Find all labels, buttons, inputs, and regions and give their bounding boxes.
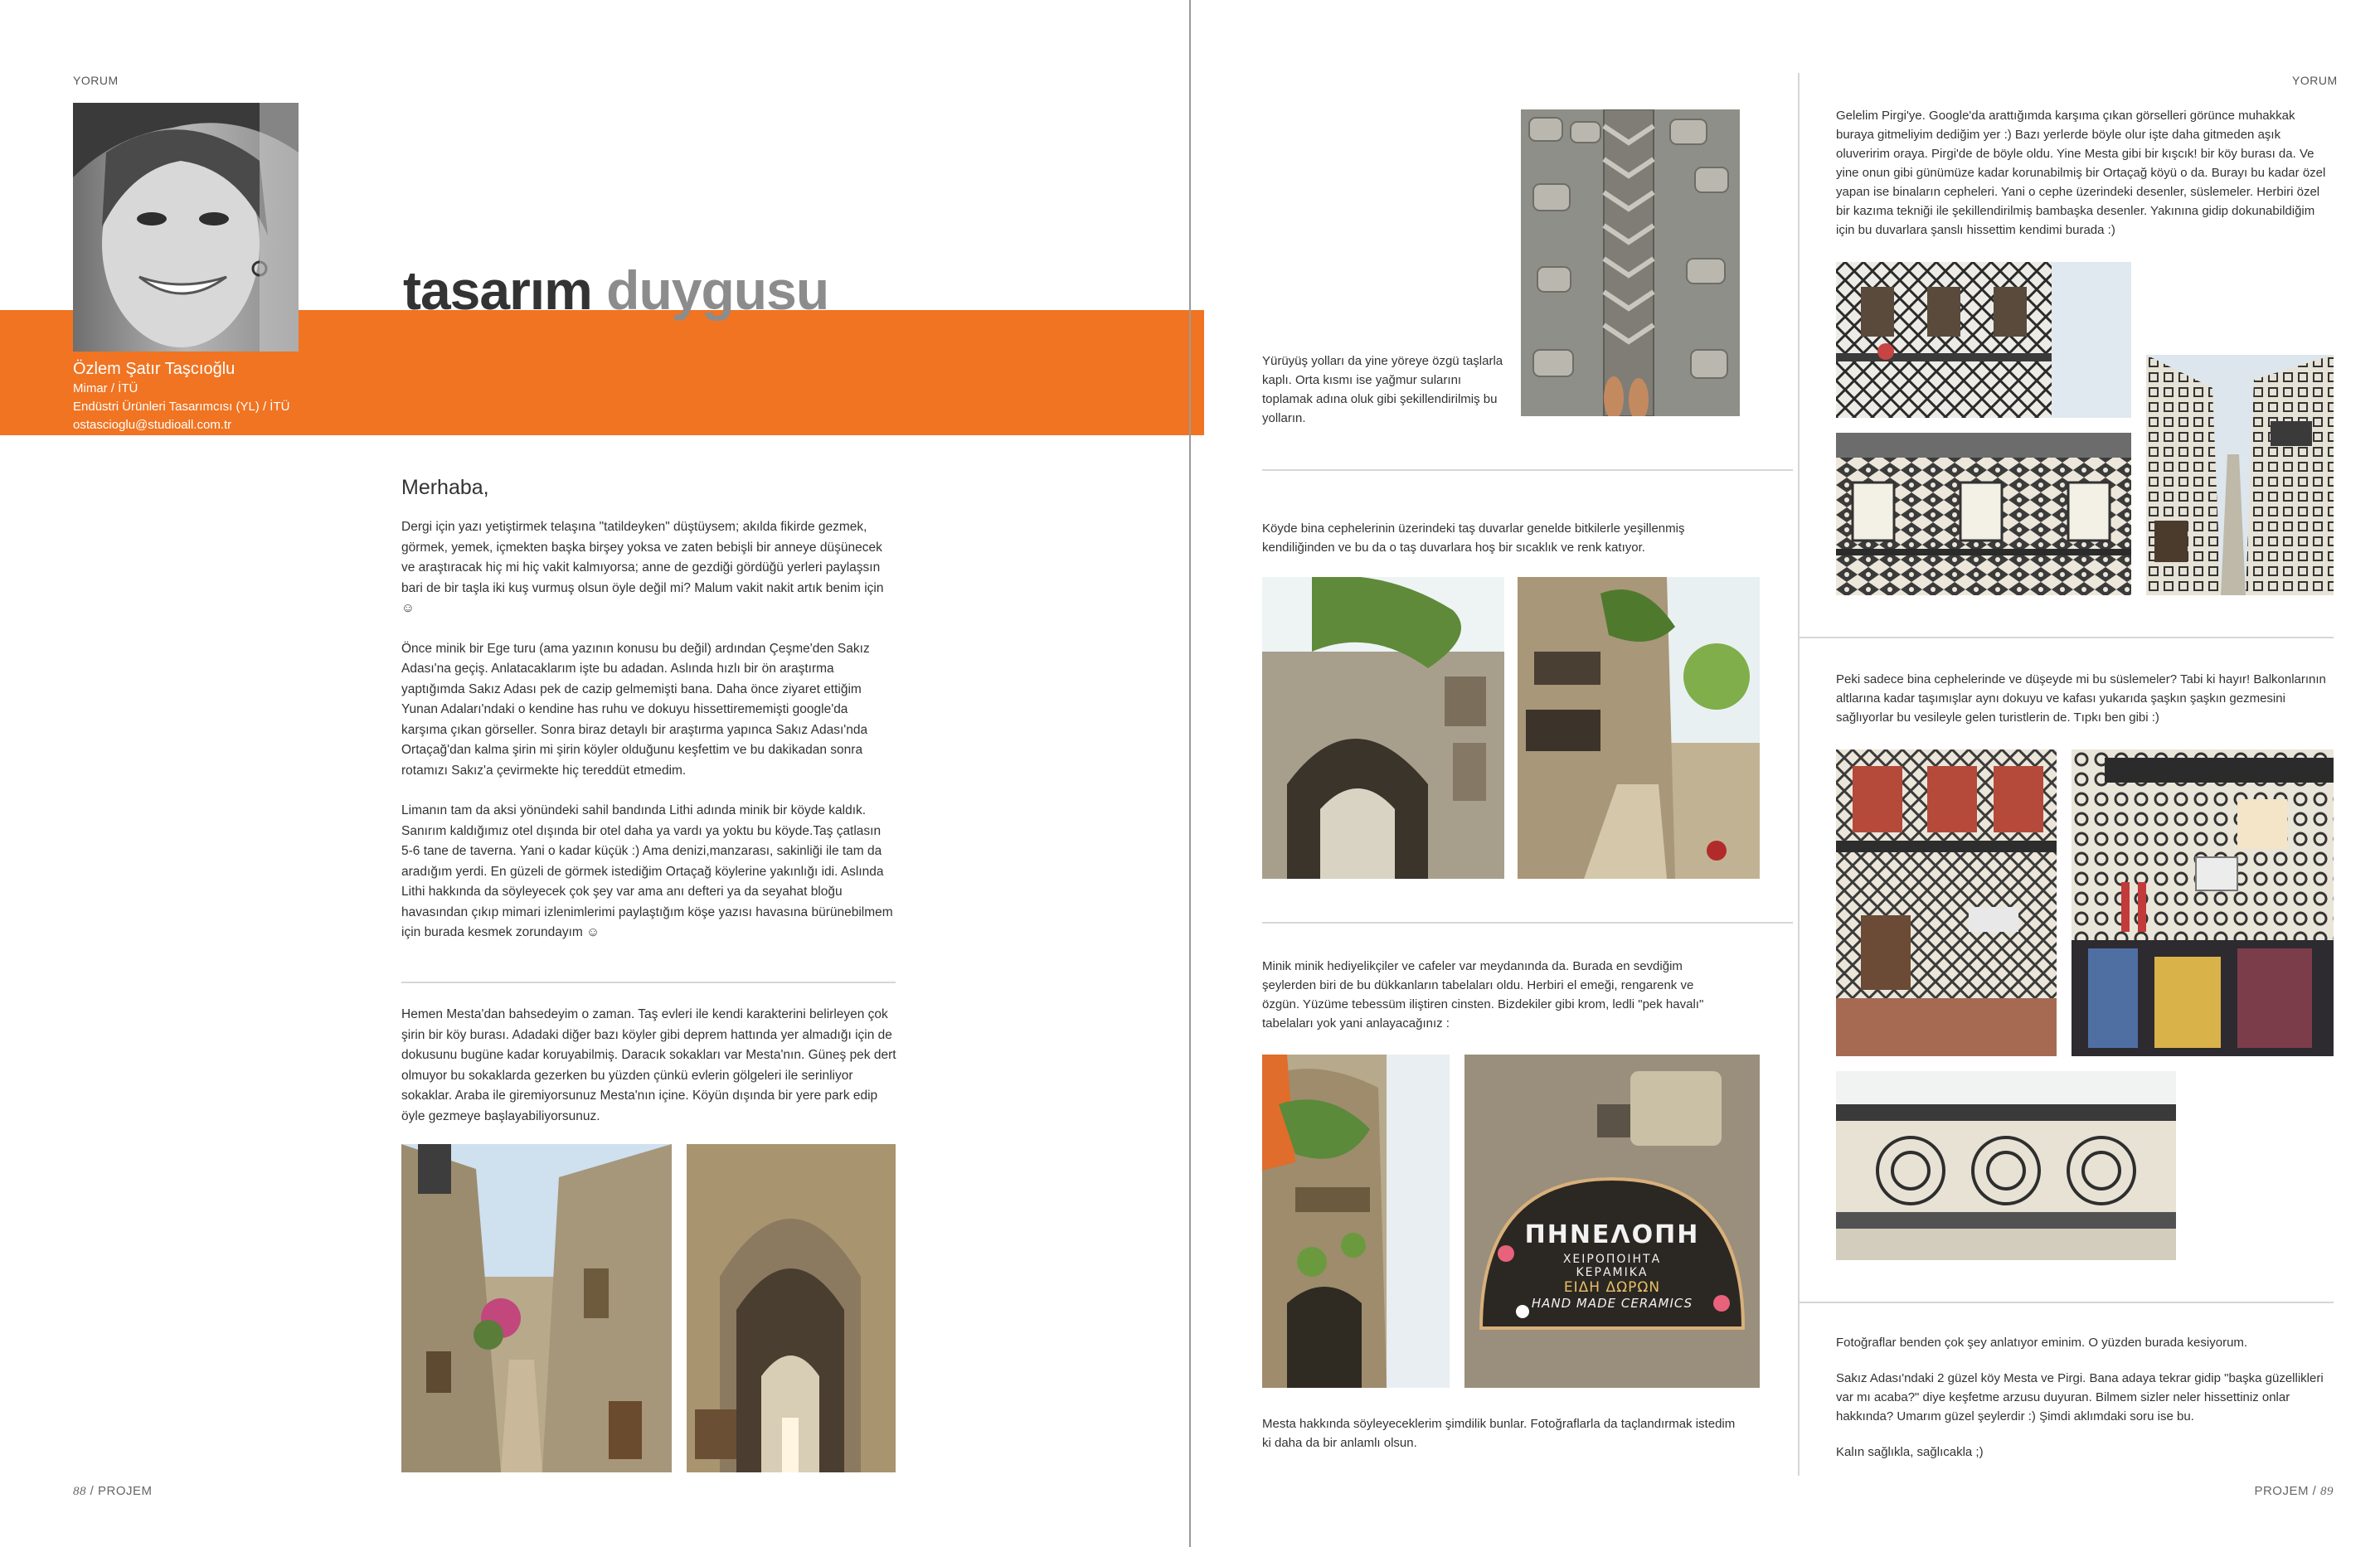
photo-pirgi-facade-1 xyxy=(1836,262,2131,418)
divider xyxy=(1800,637,2334,638)
intro-text xyxy=(401,517,894,963)
spine-line xyxy=(1189,0,1191,1547)
paragraph: Dergi için yazı yetiştirmek telaşına "tatildeyken" düştüysem; akılda fikirde gezmek, görmek, yemek, içmekten başka birşey yoksa ve zaten bebişli bir anneye düşünecek ve araştıracak hiç mi hiç vakit kalmıyorsa; anne de gezdiği gördüğü yerleri paylaşsın bari de bir taşla iki kuş vurmuş olsun öyle değil mi? Malum vakit nakit artık benim için ☺ xyxy=(401,520,884,615)
author-info xyxy=(73,358,289,434)
paragraph: Kalın sağlıkla, sağlıcakla ;) xyxy=(1836,1445,1984,1459)
title-part-dark: tasarım xyxy=(403,259,592,321)
caption-shops: Minik minik hediyelikçiler ve cafeler var meydanında da. Burada en sevdiğim şeylerden biri de bu dükkanların tabelaları oldu. Herbiri el emeği, rengarenk ve özgün. Yüzüme tebessüm iliştiren cinsten. Bizdekiler gibi krom, ledli "pek havalı" tabelaları yok yani anlayacağınız : xyxy=(1262,959,1704,1031)
magazine-name-right: PROJEM xyxy=(2254,1484,2309,1498)
sign-text xyxy=(1464,1220,1760,1311)
divider xyxy=(401,982,896,983)
photo-mesta-alley xyxy=(401,1144,672,1472)
mesta-paragraph: Hemen Mesta'dan bahsedeyim o zaman. Taş evleri ile kendi karakterini belirleyen çok şirin bir köy burası. Adadaki diğer bazı köyler gibi deprem hattında yer almadığı için de dokusunu bugüne kadar koruyabilmiş. Daracık sokakları var Mesta'nın. Güneş pek dert olmuyor bu sokaklarda gezerken bu yüzden çünkü evlerin gölgeleri ile serinliyor sokaklar. Araba ile giremiyorsunuz Mesta'nın içine. Köyün dışında bir yere park edip öyle gezmeye başlayabiliyorsunuz. xyxy=(401,1007,896,1123)
photo-pirgi-souvenir-shop xyxy=(2072,749,2334,1056)
photo-mesta-arch xyxy=(687,1144,896,1472)
divider xyxy=(1800,1302,2334,1303)
section-label-right: YORUM xyxy=(2292,74,2338,87)
page-number-left: 88 xyxy=(73,1485,86,1498)
balcony-paragraph: Peki sadece bina cephelerinde ve düşeyde mi bu süslemeler? Tabi ki hayır! Balkonlarının altlarına kadar taşımışlar aynı dokuyu ve kafası yukarıda şaşkın şaşkın gezmesini sağlıyorlar bu vesileyle gelen turistlerin de. Tıpkı ben gibi :) xyxy=(1836,672,2326,725)
photo-street-balconies xyxy=(1518,577,1760,879)
photo-pirgi-facade-2 xyxy=(1836,433,2131,595)
photo-pirgi-balcony-underside xyxy=(1836,1071,2176,1260)
column-separator xyxy=(1798,73,1800,1476)
author-email[interactable]: ostascioglu@studioall.com.tr xyxy=(73,418,232,432)
sign-line: ΕΙΔΗ ΔΩΡΩΝ xyxy=(1563,1279,1661,1296)
caption-pavement: Yürüyüş yolları da yine yöreye özgü taşlarla kaplı. Orta kısmı ise yağmur sularını toplamak adına oluk gibi şekillendirilmiş bu yolların. xyxy=(1262,354,1503,425)
caption-end: Mesta hakkında söyleyeceklerim şimdilik bunlar. Fotoğraflarla da taçlandırmak istedim ki daha da bir anlamlı olsun. xyxy=(1262,1417,1736,1450)
photo-pirgi-balconies xyxy=(1836,749,2057,1056)
folio-left: 88 / PROJEM xyxy=(73,1484,153,1498)
pirgi-paragraph: Gelelim Pirgi'ye. Google'da arattığımda karşıma çıkan görselleri görünce muhakkak buraya gitmeliyim dediğim yer :) Bazı yerlerde böyle olur işte daha gitmeden aşık oluveririm oraya. Pirgi'de de böyle oldu. Yine Mesta gibi bir kışcık! bir köy burası da. Ve yine onun gibi günümüze kadar korunabilmiş bir Ortaçağ köyü o da. Burayı bu kadar özel yapan ise binaların cepheleri. Yani o cephe üzerindeki desenler, süslemeler. Herbiri özel bir kazıma tekniği ile şekillendirilmiş bambaşka desenler. Yakınına gidip dokunabildiğim için bu duvarlara şanslı hissettim kendimi burada :) xyxy=(1836,109,2326,237)
sign-line: HAND MADE CERAMICS xyxy=(1531,1296,1693,1311)
section-label-left: YORUM xyxy=(73,74,119,87)
closing-text xyxy=(1836,1333,2334,1462)
sign-line: ΧΕΙΡΟΠΟΙΗΤΑ xyxy=(1562,1253,1662,1266)
photo-arch-plants xyxy=(1262,577,1504,879)
divider xyxy=(1262,922,1793,924)
page-number-right: 89 xyxy=(2320,1485,2334,1498)
author-title-1: Mimar / İTÜ xyxy=(73,381,138,395)
author-portrait xyxy=(73,103,299,352)
paragraph: Önce minik bir Ege turu (ama yazının konusu bu değil) ardından Çeşme'den Sakız Adası'na geçiş. Anlatacaklarım işte bu adadan. Aslında hızlı bir ön araştırma yaptığımda Sakız Adası pek de cazip gelmemişti bana. Daha önce ziyaret ettiğim Yunan Adaları'ndaki o kendine has ruhu ve dokuyu hissettirememişti google'da karşıma çıkan görseller. Sonra biraz detaylı bir araştırma yapınca Sakız Adası'nda Ortaçağ'dan kalma şirin mi şirin köyler olduğunu keşfettim ve bu dakikadan sonra rotamızı Sakız'a çevirmekte hiç tereddüt etmedim. xyxy=(401,641,870,778)
title-part-light: duygusu xyxy=(606,259,829,321)
paragraph: Fotoğraflar benden çok şey anlatıyor eminim. O yüzden burada kesiyorum. xyxy=(1836,1336,2248,1350)
divider xyxy=(1262,469,1793,471)
magazine-name-left: PROJEM xyxy=(98,1484,153,1498)
article-title xyxy=(403,259,828,322)
photo-pirgi-street xyxy=(2146,355,2334,595)
folio-right: PROJEM / 89 xyxy=(2254,1484,2334,1498)
sign-line: ΚΕΡΑΜΙΚΑ xyxy=(1576,1266,1649,1279)
greeting: Merhaba, xyxy=(401,476,489,499)
photo-ceramics-sign xyxy=(1464,1055,1760,1388)
author-title-2: Endüstri Ürünleri Tasarımcısı (YL) / İTÜ xyxy=(73,400,290,414)
photo-shop-facade xyxy=(1262,1055,1450,1388)
paragraph: Sakız Adası'ndaki 2 güzel köy Mesta ve Pirgi. Bana adaya tekrar gidip "başka güzellikleri var mı acaba?" diye keşfetme arzusu duyuran. Bilmem sizler neler hissettiniz onlar hakkında? Umarım güzel şeylerdir :) Şimdi aklımdaki soru ise bu. xyxy=(1836,1371,2324,1423)
photo-pavement xyxy=(1521,109,1740,416)
caption-plants: Köyde bina cephelerinin üzerindeki taş duvarlar genelde bitkilerle yeşillenmiş kendiliğinden ve bu da o taş duvarlara hoş bir sıcaklık ve renk katıyor. xyxy=(1262,521,1685,555)
author-name: Özlem Şatır Taşcıoğlu xyxy=(73,360,236,378)
sign-line: ΠΗΝΕΛΟΠΗ xyxy=(1524,1220,1700,1249)
paragraph: Limanın tam da aksi yönündeki sahil bandında Lithi adında minik bir köyde kaldık. Sanırım kaldığımız otel dışında bir otel daha ya vardı ya yoktu bu köyde.Taş çatlasın 5-6 tane de taverna. Yani o kadar küçük :) Ama denizi,manzarası, sakinliği ile tam da aradığım yerdi. En güzeli de görmek istediğim Ortaçağ köylerine yakınlığı idi. Aslında Lithi hakkında da söyleyecek çok şey var ama anı defteri ya da seyahat bloğu havasından çıkıp mimari izlenimlerimi paylaştığım köşe yazısı havasına bürünebilmem için burada kesmek zorundayım ☺ xyxy=(401,803,893,939)
